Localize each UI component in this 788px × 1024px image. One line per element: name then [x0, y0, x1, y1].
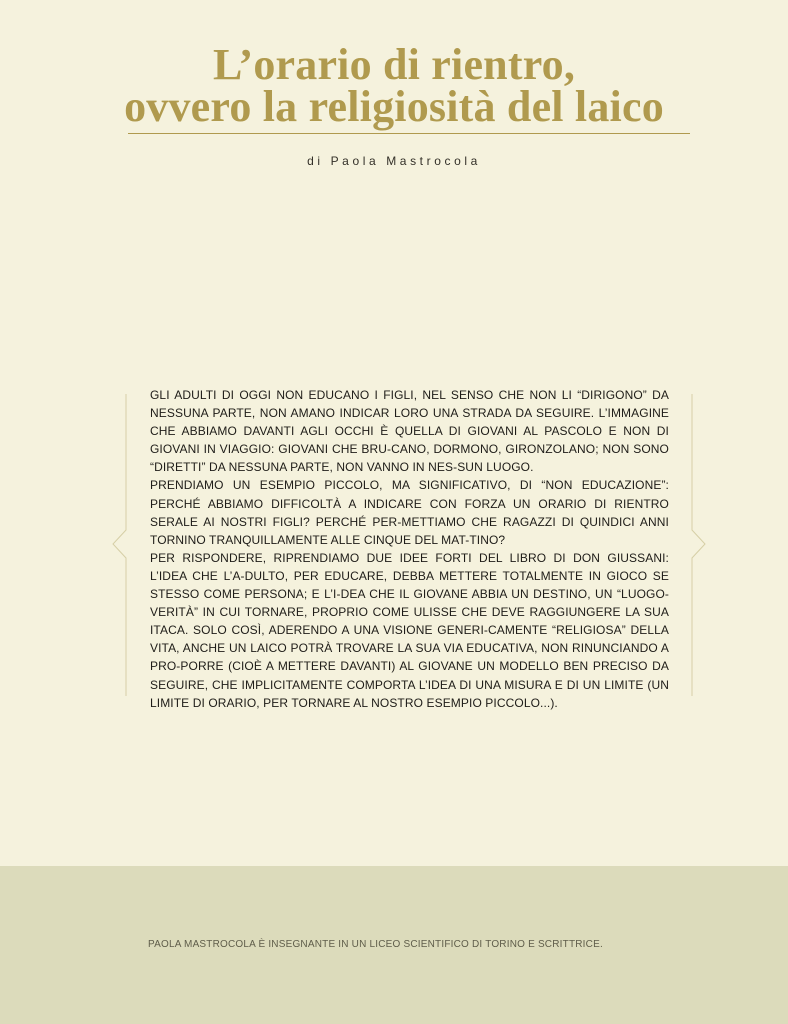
title-line-1: L’orario di rientro, [212, 40, 576, 89]
byline: di Paola Mastrocola [307, 154, 481, 168]
footer-band [0, 866, 788, 1024]
author-note: PAOLA MASTROCOLA È INSEGNANTE IN UN LICEO SCIENTIFICO DI TORINO E SCRITTRICE. [148, 939, 603, 950]
paragraph-1: GLI ADULTI DI OGGI NON EDUCANO I FIGLI, NEL SENSO CHE NON LI “DIRIGONO” DA NESSUNA PARTE, NON AMANO INDICAR LORO UNA STRADA DA SEGUIRE. L’IMMAGINE CHE ABBIAMO DAVANTI AGLI OCCHI È QUELLA DI GIOVANI AL PASCOLO E NON DI GIOVANI IN VIAGGIO: GIOVANI CHE BRU-CANO, DORMONO, GIRONZOLANO; NON SONO “DIRETTI” DA NESSUNA PARTE, NON VANNO IN NES-SUN LUOGO. [150, 388, 669, 475]
title-block [0, 40, 788, 131]
right-frame-bracket [686, 394, 706, 696]
title-underline [128, 133, 690, 134]
paragraph-2: PRENDIAMO UN ESEMPIO PICCOLO, MA SIGNIFICATIVO, DI “NON EDUCAZIONE”: PERCHÉ ABBIAMO DIFFICOLTÀ A INDICARE CON FORZA UN ORARIO DI RIENTRO SERALE AI NOSTRI FIGLI? PERCHÉ PER-METTIAMO CHE RAGAZZI DI QUINDICI ANNI TORNINO TRANQUILLAMENTE ALLE CINQUE DEL MAT-TINO? [150, 478, 669, 547]
left-frame-bracket [112, 394, 132, 696]
paragraph-3: PER RISPONDERE, RIPRENDIAMO DUE IDEE FORTI DEL LIBRO DI DON GIUSSANI: L’IDEA CHE L’A-DULTO, PER EDUCARE, DEBBA METTERE TOTALMENTE IN GIOCO SE STESSO COME PERSONA; E L’I-DEA CHE IL GIOVANE ABBIA UN DESTINO, UN “LUOGO-VERITÀ” IN CUI TORNARE, PROPRIO COME ULISSE CHE DEVE RAGGIUNGERE LA SUA ITACA. SOLO COSÌ, ADERENDO A UNA VISIONE GENERI-CAMENTE “RELIGIOSA” DELLA VITA, ANCHE UN LAICO POTRÀ TROVARE LA SUA VIA EDUCATIVA, NON RINUNCIANDO A PRO-PORRE (CIOÈ A METTERE DAVANTI) AL GIOVANE UN MODELLO BEN PRECISO DA SEGUIRE, CHE IMPLICITAMENTE COMPORTA L’IDEA DI UNA MISURA E DI UN LIMITE (UN LIMITE DI ORARIO, PER TORNARE AL NOSTRO ESEMPIO PICCOLO...). [150, 550, 669, 710]
title-line-2: ovvero la religiosità del laico [124, 82, 664, 131]
page-title [0, 40, 788, 131]
article-body [150, 386, 669, 712]
